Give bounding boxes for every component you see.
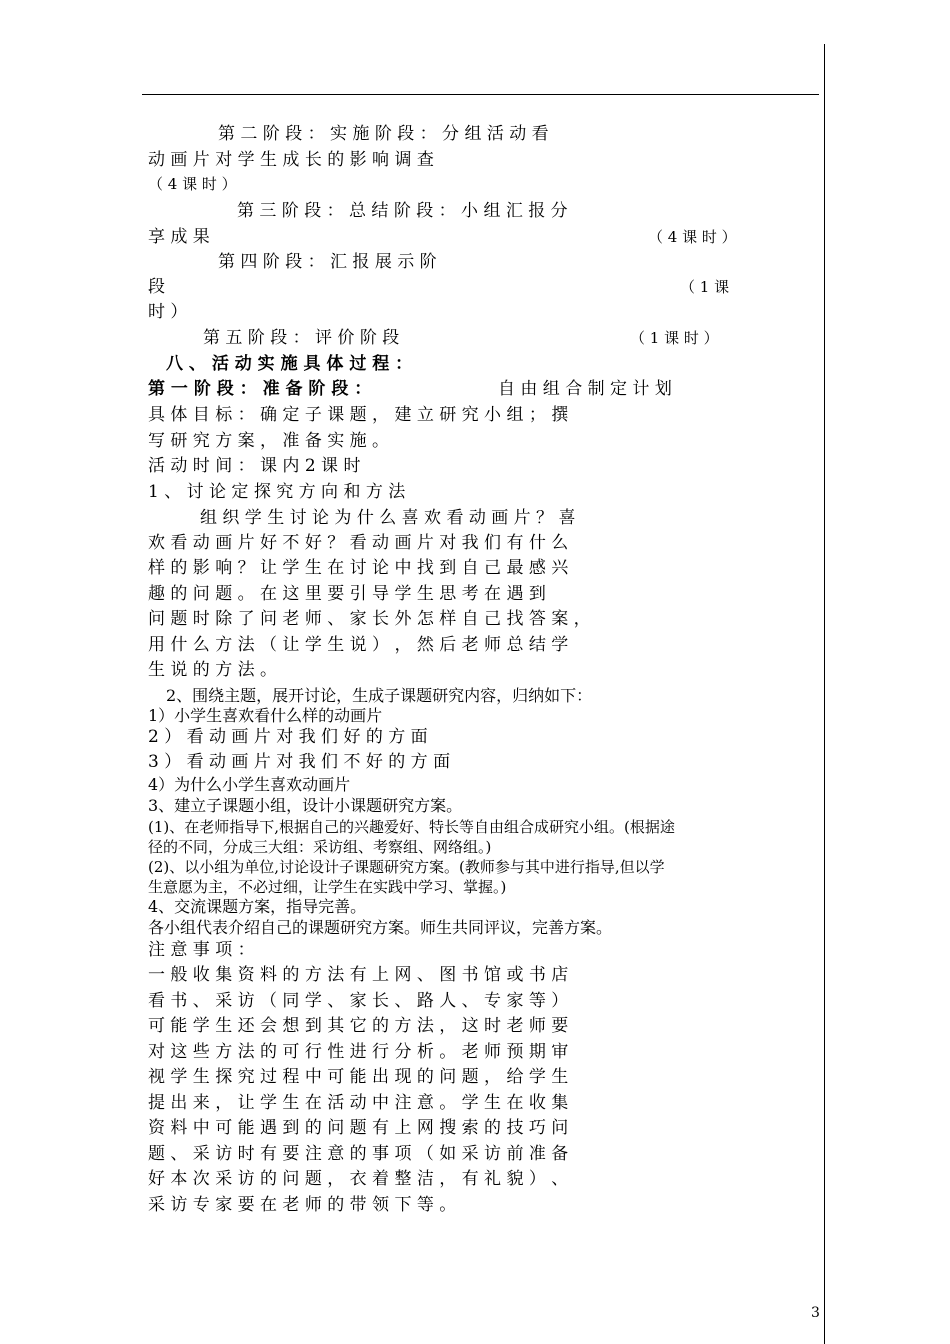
stage-2-line-cont: 动 画 片 对 学 生 成 长 的 影 响 调 查 bbox=[148, 150, 434, 170]
subtopic-1: 1）小学生喜欢看什么样的动画片 bbox=[148, 706, 383, 725]
paragraph-line-1: 组 织 学 生 讨 论 为 什 么 喜 欢 看 动 画 片 ？ 喜 bbox=[200, 508, 576, 528]
step-2-heading: 2、围绕主题，展开讨论，生成子课题研究内容，归纳如下： bbox=[166, 686, 593, 705]
stage-1-subtitle: 自 由 组 合 制 定 计 划 bbox=[498, 379, 672, 399]
notes-line-5: 视 学 生 探 究 过 程 中 可 能 出 现 的 问 题 ， 给 学 生 bbox=[148, 1067, 569, 1087]
paragraph-line-2: 欢 看 动 画 片 好 不 好 ？ 看 动 画 片 对 我 们 有 什 么 bbox=[148, 533, 569, 553]
notes-line-2: 看 书 、 采 访 （ 同 学 、 家 长 、 路 人 、 专 家 等 ） bbox=[148, 991, 569, 1011]
notes-heading: 注 意 事 项 ： bbox=[148, 940, 255, 960]
subtopic-3: 3 ） 看 动 画 片 对 我 们 不 好 的 方 面 bbox=[148, 752, 451, 772]
notes-line-7: 资 料 中 可 能 遇 到 的 问 题 有 上 网 搜 索 的 技 巧 问 bbox=[148, 1118, 569, 1138]
notes-line-10: 采 访 专 家 要 在 老 师 的 带 领 下 等 。 bbox=[148, 1195, 457, 1215]
margin-rule bbox=[824, 44, 825, 1344]
step-3-item-1: (1)、在老师指导下,根据自己的兴趣爱好、特长等自由组合成研究小组。(根据途 bbox=[148, 818, 675, 836]
paragraph-line-4: 趣 的 问 题 。 在 这 里 要 引 导 学 生 思 考 在 遇 到 bbox=[148, 584, 546, 604]
step-3-item-2-cont: 生意愿为主，不必过细，让学生在实践中学习、掌握。) bbox=[148, 878, 507, 896]
paragraph-line-7: 生 说 的 方 法 。 bbox=[148, 660, 278, 680]
stage-3-line: 第 三 阶 段 ： 总 结 阶 段 ： 小 组 汇 报 分 bbox=[237, 201, 568, 221]
stage-4-hours: （ 1 课 bbox=[680, 278, 730, 296]
stage-5-hours: （ 1 课 时 ） bbox=[630, 329, 719, 347]
header-rule bbox=[142, 94, 819, 95]
page-number: 3 bbox=[811, 1305, 820, 1321]
paragraph-line-5: 问 题 时 除 了 问 老 师 、 家 长 外 怎 样 自 己 找 答 案 ， bbox=[148, 609, 591, 629]
notes-line-9: 好 本 次 采 访 的 问 题 ， 衣 着 整 洁 ， 有 礼 貌 ） 、 bbox=[148, 1169, 569, 1189]
paragraph-line-6: 用 什 么 方 法 （ 让 学 生 说 ） ， 然 后 老 师 总 结 学 bbox=[148, 635, 569, 655]
step-1-heading: 1 、 讨 论 定 探 究 方 向 和 方 法 bbox=[148, 482, 406, 502]
notes-line-3: 可 能 学 生 还 会 想 到 其 它 的 方 法 ， 这 时 老 师 要 bbox=[148, 1016, 569, 1036]
step-3-heading: 3、建立子课题小组，设计小课题研究方案。 bbox=[148, 796, 463, 815]
notes-line-4: 对 这 些 方 法 的 可 行 性 进 行 分 析 。 老 师 预 期 审 bbox=[148, 1042, 569, 1062]
notes-line-6: 提 出 来 ， 让 学 生 在 活 动 中 注 意 。 学 生 在 收 集 bbox=[148, 1093, 569, 1113]
goal-line: 具 体 目 标 ： 确 定 子 课 题 ， 建 立 研 究 小 组 ； 撰 bbox=[148, 405, 569, 425]
subtopic-4: 4）为什么小学生喜欢动画片 bbox=[148, 775, 351, 794]
subtopic-2: 2 ） 看 动 画 片 对 我 们 好 的 方 面 bbox=[148, 727, 428, 747]
notes-line-1: 一 般 收 集 资 料 的 方 法 有 上 网 、 图 书 馆 或 书 店 bbox=[148, 965, 569, 985]
step-3-item-2: (2)、以小组为单位,讨论设计子课题研究方案。(教师参与其中进行指导,但以学 bbox=[148, 858, 665, 876]
activity-time: 活 动 时 间 ： 课 内 2 课 时 bbox=[148, 456, 361, 476]
paragraph-line-3: 样 的 影 响 ？ 让 学 生 在 讨 论 中 找 到 自 己 最 感 兴 bbox=[148, 558, 569, 578]
stage-4-hours-cont: 时 ） bbox=[148, 302, 188, 322]
step-4-heading: 4、交流课题方案，指导完善。 bbox=[148, 897, 367, 916]
stage-1-heading: 第 一 阶 段 ： 准 备 阶 段 ： bbox=[148, 379, 372, 399]
stage-3-line-cont: 享 成 果 bbox=[148, 227, 210, 247]
stage-4-line: 第 四 阶 段 ： 汇 报 展 示 阶 bbox=[218, 252, 437, 272]
stage-4-line-cont: 段 bbox=[148, 277, 165, 297]
stage-5-line: 第 五 阶 段 ： 评 价 阶 段 bbox=[203, 328, 400, 348]
stage-2-hours: （ 4 课 时 ） bbox=[148, 175, 237, 193]
section-heading: 八 、 活 动 实 施 具 体 过 程 ： bbox=[166, 354, 413, 374]
step-3-item-1-cont: 径的不同，分成三大组：采访组、考察组、网络组。) bbox=[148, 838, 492, 856]
stage-3-hours: （ 4 课 时 ） bbox=[648, 228, 737, 246]
goal-line-cont: 写 研 究 方 案 ， 准 备 实 施 。 bbox=[148, 431, 390, 451]
step-4-text: 各小组代表介绍自己的课题研究方案。师生共同评议，完善方案。 bbox=[148, 918, 613, 937]
notes-line-8: 题 、 采 访 时 有 要 注 意 的 事 项 （ 如 采 访 前 准 备 bbox=[148, 1144, 569, 1164]
stage-2-line: 第 二 阶 段 ： 实 施 阶 段 ： 分 组 活 动 看 bbox=[218, 124, 549, 144]
